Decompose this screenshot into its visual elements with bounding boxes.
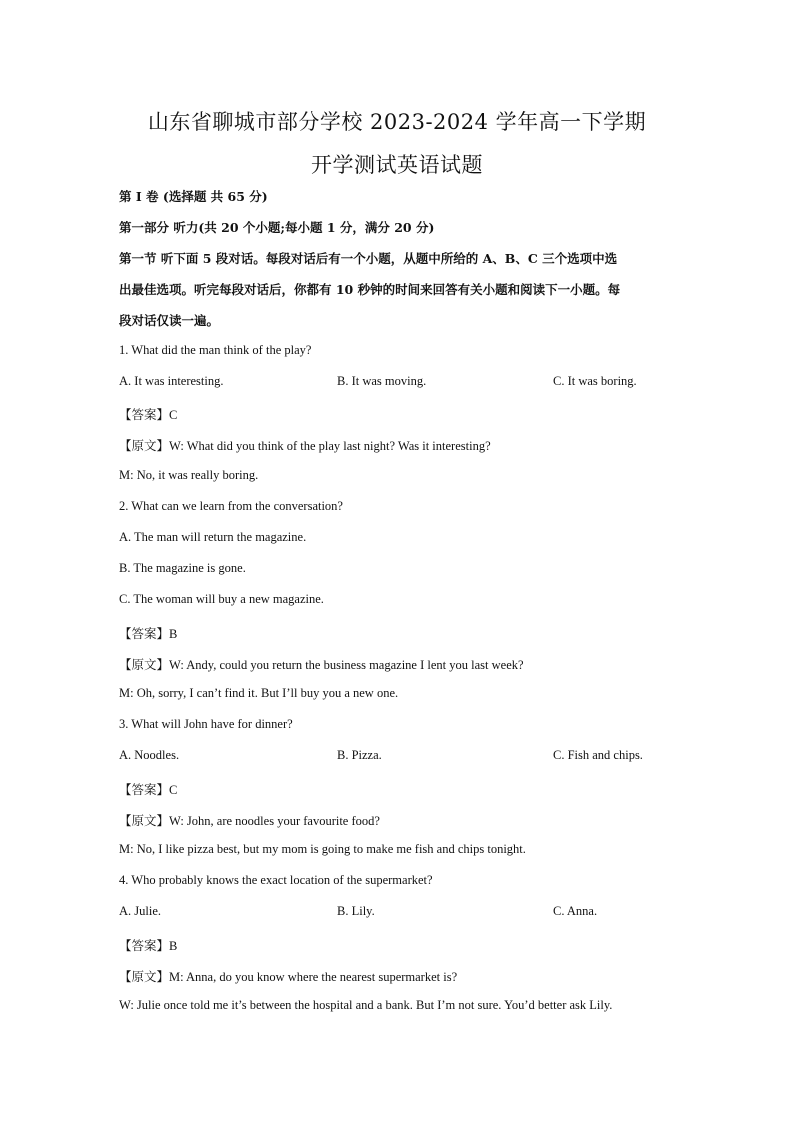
section-instructions-line2: 出最佳选项。听完每段对话后，你都有 10 秒钟的时间来回答有关小题和阅读下一小题。每	[119, 282, 621, 297]
question-stem: 1. What did the man think of the play?	[119, 343, 312, 357]
question-stem: 2. What can we learn from the conversation?	[119, 499, 343, 513]
section-instructions-line1: 第一节 听下面 5 段对话。每段对话后有一个小题，从题中所给的 A、B、C 三个选项中选	[119, 251, 618, 266]
option-a: A. Noodles.	[119, 748, 180, 762]
question-stem: 3. What will John have for dinner?	[119, 717, 293, 731]
volume-heading: 第 I 卷 (选择题 共 65 分)	[119, 189, 268, 204]
answer-label: 【答案】C	[119, 783, 178, 797]
option-b: B. The magazine is gone.	[119, 561, 246, 575]
transcript-line: 【原文】M: Anna, do you know where the nearest supermarket is?	[119, 970, 458, 984]
option-b: B. Lily.	[337, 904, 375, 918]
answer-label: 【答案】B	[119, 627, 178, 641]
option-a: A. Julie.	[119, 904, 162, 918]
option-a: A. It was interesting.	[119, 374, 224, 388]
transcript-line: 【原文】W: What did you think of the play last night? Was it interesting?	[119, 439, 491, 453]
option-b: B. It was moving.	[337, 374, 427, 388]
option-c: C. Anna.	[553, 904, 598, 918]
part-heading: 第一部分 听力(共 20 个小题;每小题 1 分，满分 20 分)	[119, 220, 435, 235]
transcript-line: M: No, I like pizza best, but my mom is going to make me fish and chips tonight.	[119, 842, 526, 856]
option-c: C. Fish and chips.	[553, 748, 643, 762]
transcript-line: M: No, it was really boring.	[119, 468, 259, 482]
section-instructions-line3: 段对话仅读一遍。	[119, 313, 220, 328]
transcript-line: M: Oh, sorry, I can’t find it. But I’ll buy you a new one.	[119, 686, 399, 700]
question-stem: 4. Who probably knows the exact location of the supermarket?	[119, 873, 433, 887]
option-c: C. It was boring.	[553, 374, 637, 388]
document-title-line2: 开学测试英语试题	[311, 153, 483, 177]
option-b: B. Pizza.	[337, 748, 382, 762]
transcript-line: 【原文】W: Andy, could you return the business magazine I lent you last week?	[119, 658, 524, 672]
answer-label: 【答案】B	[119, 939, 178, 953]
option-c: C. The woman will buy a new magazine.	[119, 592, 324, 606]
document-title-line1: 山东省聊城市部分学校 2023-2024 学年高一下学期	[147, 110, 647, 134]
option-a: A. The man will return the magazine.	[119, 530, 307, 544]
transcript-line: W: Julie once told me it’s between the hospital and a bank. But I’m not sure. You’d better ask Lily.	[119, 998, 613, 1012]
answer-label: 【答案】C	[119, 408, 178, 422]
transcript-line: 【原文】W: John, are noodles your favourite food?	[119, 814, 380, 828]
